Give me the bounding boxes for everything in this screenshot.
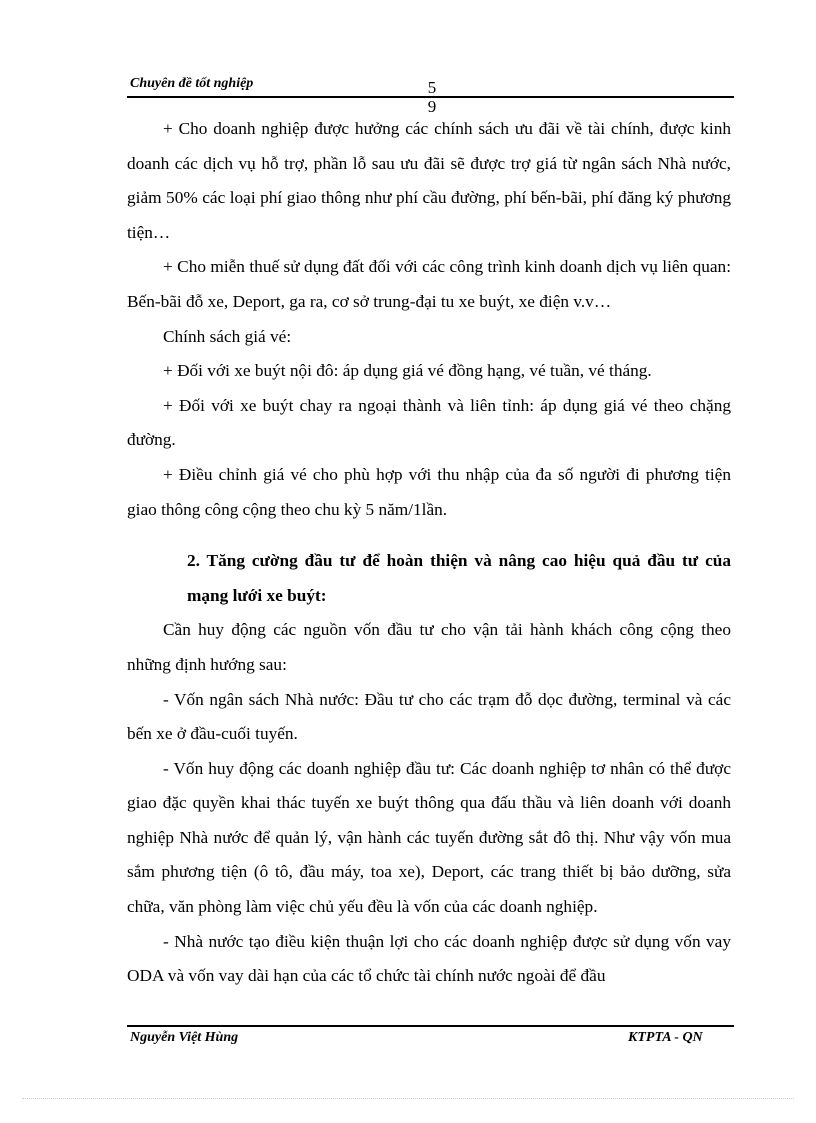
footer-divider xyxy=(127,1025,734,1027)
paragraph-land-tax-exemption: + Cho miễn thuế sử dụng đất đối với các công trình kinh doanh dịch vụ liên quan: Bến-bãi đỗ xe, Deport, ga ra, cơ sở trung-đại tu xe buýt, xe điện v.v… xyxy=(127,257,731,311)
paragraph-enterprise-capital: - Vốn huy động các doanh nghiệp đầu tư: Các doanh nghiệp tơ nhân có thể được giao đặc quyền khai thác tuyến xe buýt thông qua đấu thầu và liên doanh với doanh nghiệp Nhà nước để quản lý, vận hành các tuyến đường sắt đô thị. Như vậy vốn mua sắm phương tiện (ô tô, đầu máy, toa xe), Deport, các trang thiết bị bảo dưỡng, sửa chữa, văn phòng làm việc chủ yếu đều là vốn của các doanh nghiệp. xyxy=(127,758,731,917)
paragraph-oda-loans: - Nhà nước tạo điều kiện thuận lợi cho các doanh nghiệp được sử dụng vốn vay ODA và vốn vay dài hạn của các tổ chức tài chính nước ngoài để đầu xyxy=(127,931,731,986)
header-divider xyxy=(127,96,734,98)
footer-code: KTPTA - QN xyxy=(628,1030,703,1045)
paragraph-inner-city-fares: + Đối với xe buýt nội đô: áp dụng giá vé đồng hạng, vé tuần, vé tháng. xyxy=(163,361,652,381)
page-edge-line xyxy=(22,1098,794,1099)
paragraph-preferential-finance: + Cho doanh nghiệp được hưởng các chính sách ưu đãi về tài chính, được kinh doanh các dịch vụ hỗ trợ, phần lỗ sau ưu đãi sẽ được trợ giá từ ngân sách Nhà nước, giảm 50% các loại phí giao thông như phí cầu đường, phí bến-bãi, phí đăng ký phương tiện… xyxy=(127,119,731,242)
paragraph-capital-intro: Cần huy động các nguồn vốn đầu tư cho vận tải hành khách công cộng theo những định hướng sau: xyxy=(127,620,731,674)
page-number: 5 9 xyxy=(427,78,437,116)
document-body xyxy=(127,112,731,994)
section-heading: 2. Tăng cường đầu tư để hoàn thiện và nâng cao hiệu quả đầu tư của mạng lưới xe buýt: xyxy=(187,551,731,605)
paragraph-fare-adjustment: + Điều chỉnh giá vé cho phù hợp với thu nhập của đa số người đi phương tiện giao thông công cộng theo chu kỳ 5 năm/1lần. xyxy=(127,464,731,519)
paragraph-fare-policy-title: Chính sách giá vé: xyxy=(163,326,292,346)
footer-author: Nguyễn Việt Hùng xyxy=(130,1030,239,1045)
paragraph-suburban-fares: + Đối với xe buýt chay ra ngoại thành và liên tỉnh: áp dụng giá vé theo chặng đường. xyxy=(127,395,731,450)
paragraph-state-budget: - Vốn ngân sách Nhà nước: Đầu tư cho các trạm đỗ dọc đường, terminal và các bến xe ở đầu-cuối tuyến. xyxy=(127,689,731,744)
document-title: Chuyên đề tốt nghiệp xyxy=(130,76,254,91)
